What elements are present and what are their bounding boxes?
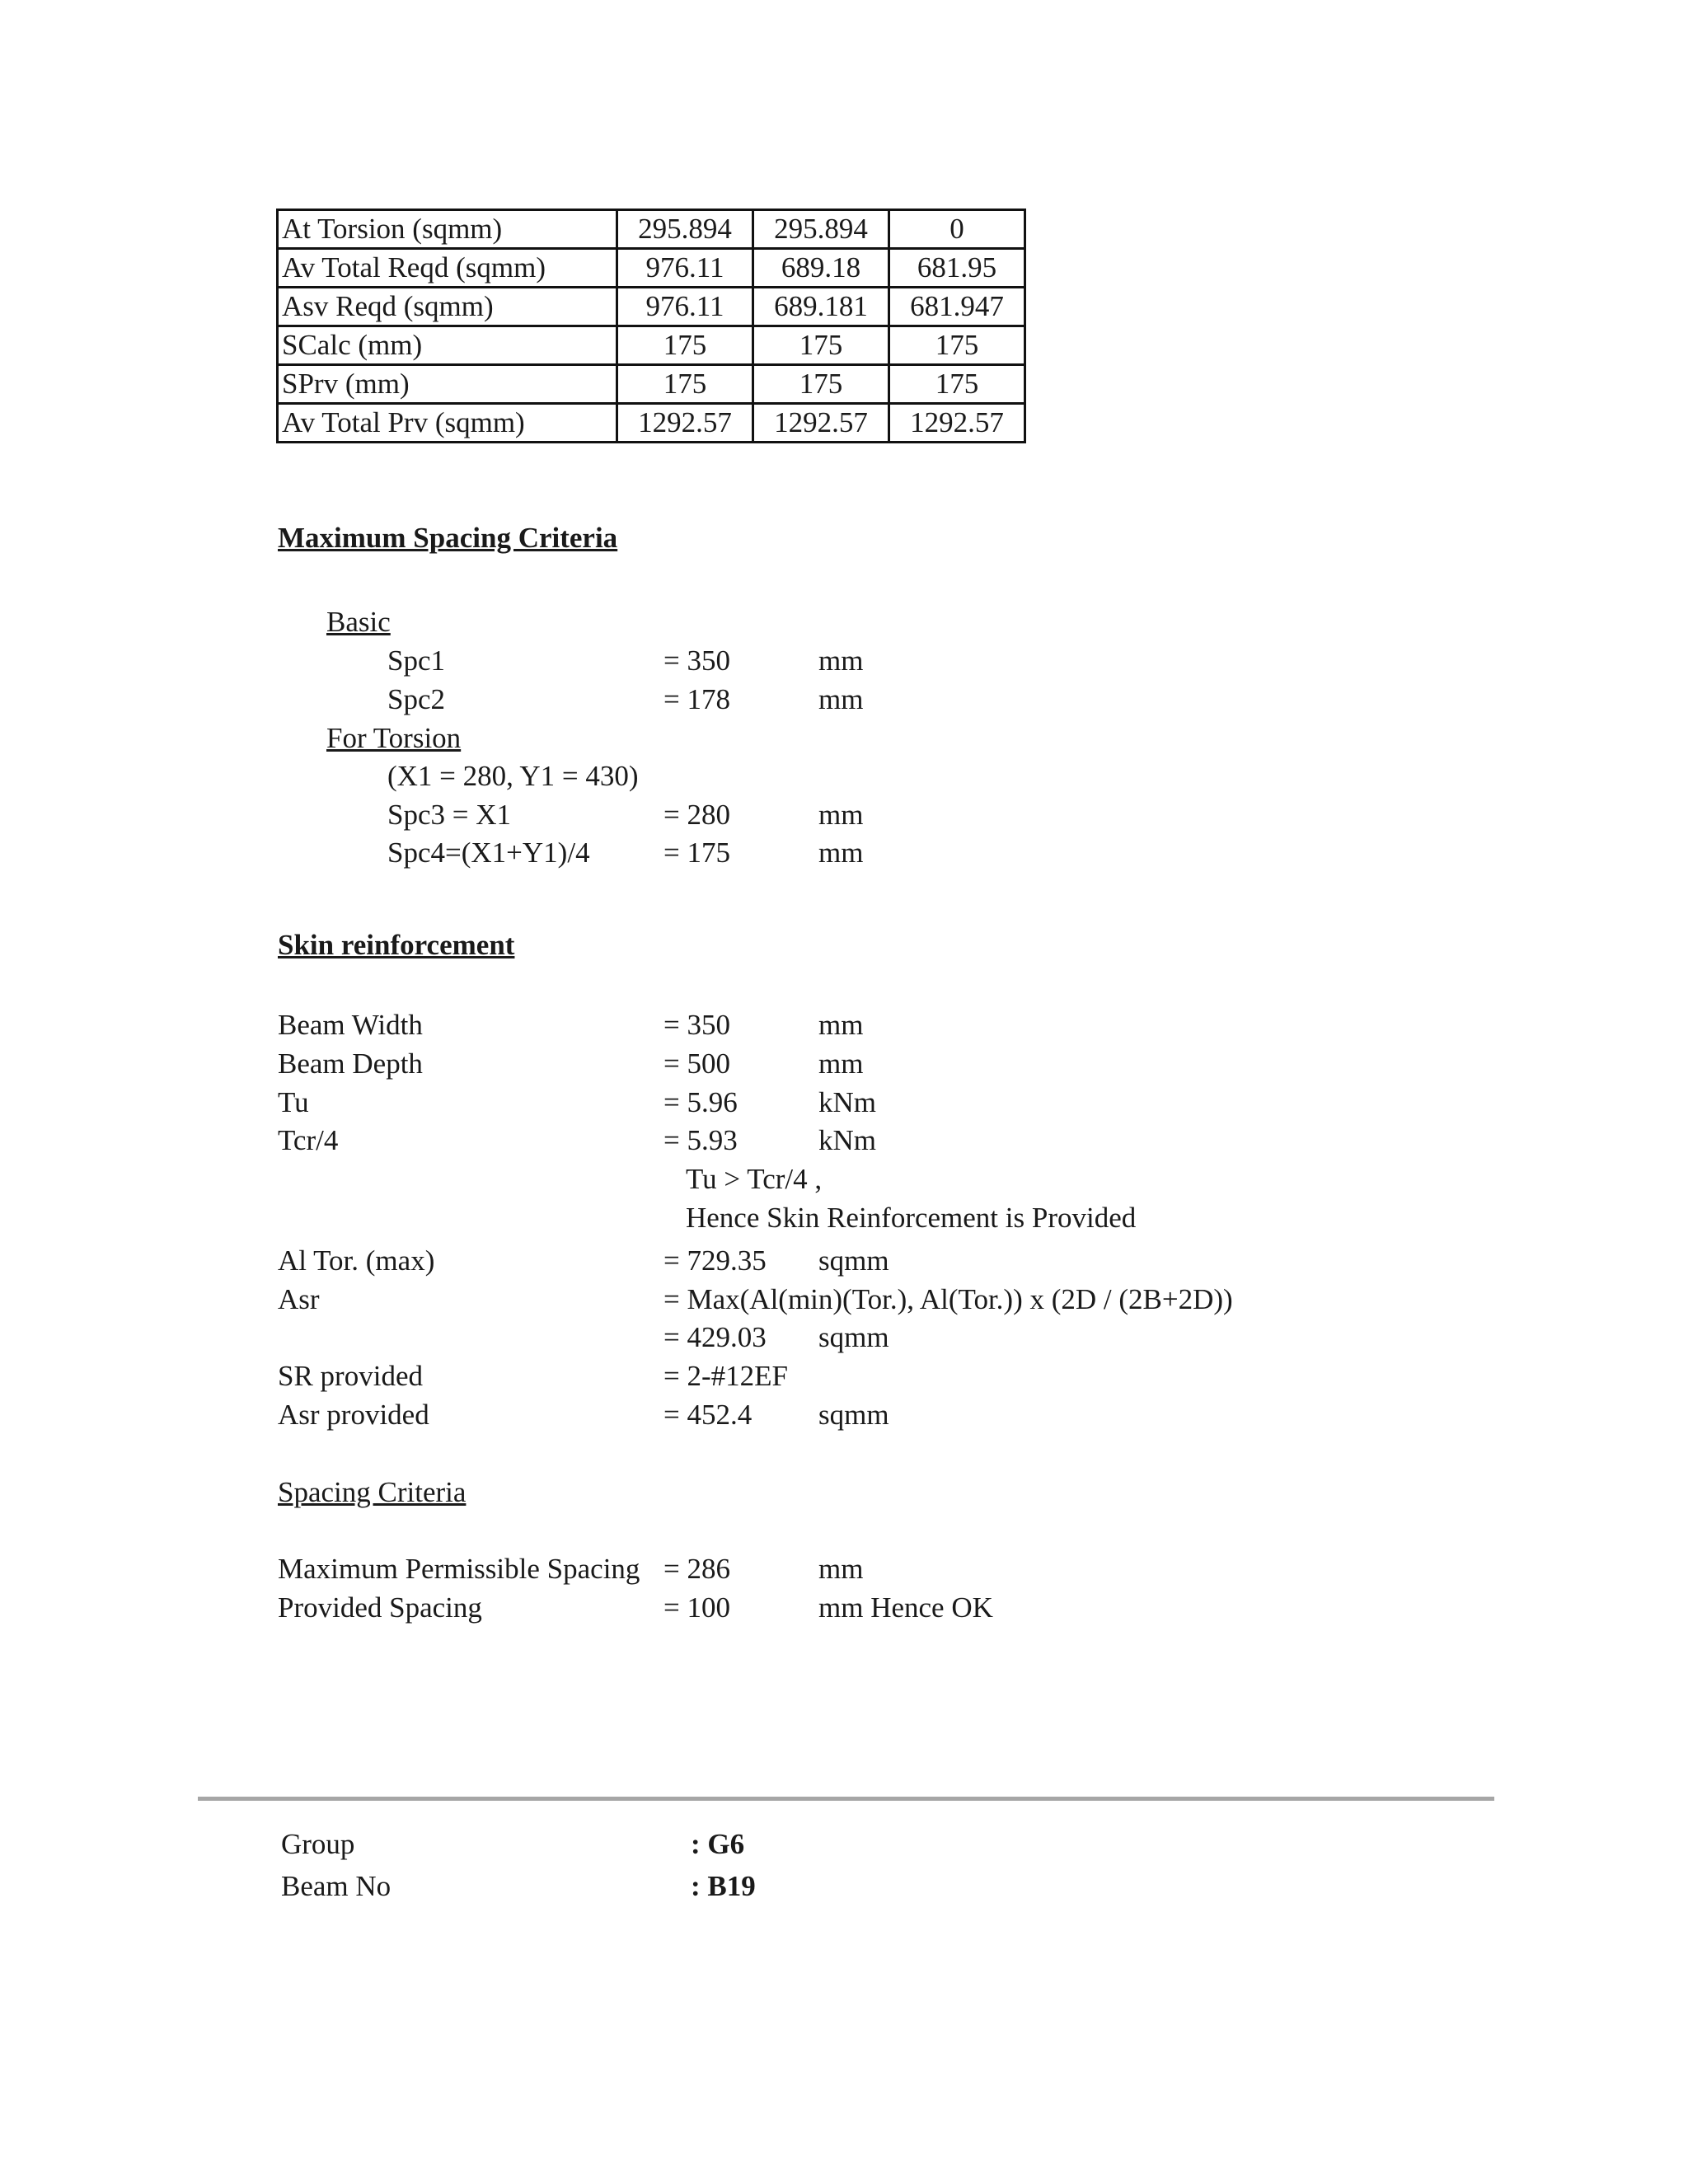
provided-spacing-label: Provided Spacing xyxy=(278,1591,482,1624)
row-label: At Torsion (sqmm) xyxy=(278,210,617,249)
asr-label: Asr xyxy=(278,1283,320,1315)
beam-depth-unit: mm xyxy=(818,1047,864,1080)
group-label: Group xyxy=(281,1828,355,1860)
beam-no-value: : B19 xyxy=(691,1870,756,1902)
spc1-label: Spc1 xyxy=(387,644,445,677)
row-label: SPrv (mm) xyxy=(278,365,617,404)
beam-depth-label: Beam Depth xyxy=(278,1047,423,1080)
beam-width-label: Beam Width xyxy=(278,1009,423,1041)
sr-provided-label: SR provided xyxy=(278,1360,423,1392)
cell-value: 689.181 xyxy=(753,288,889,326)
al-tor-value: = 729.35 xyxy=(663,1244,767,1277)
spc3-value: = 280 xyxy=(663,799,730,831)
beam-no-label: Beam No xyxy=(281,1870,392,1902)
spc4-label: Spc4=(X1+Y1)/4 xyxy=(387,837,590,869)
tcr-label: Tcr/4 xyxy=(278,1124,339,1156)
cell-value: 175 xyxy=(617,365,753,404)
cell-value: 976.11 xyxy=(617,288,753,326)
tu-value: = 5.96 xyxy=(663,1086,738,1118)
spc2-label: Spc2 xyxy=(387,683,445,715)
spc1-unit: mm xyxy=(818,644,864,677)
footer-divider xyxy=(198,1797,1494,1801)
row-label: SCalc (mm) xyxy=(278,326,617,365)
cell-value: 175 xyxy=(889,365,1025,404)
spc3-unit: mm xyxy=(818,799,864,831)
cell-value: 175 xyxy=(617,326,753,365)
max-perm-spacing-label: Maximum Permissible Spacing xyxy=(278,1553,640,1585)
torsion-params: (X1 = 280, Y1 = 430) xyxy=(387,760,639,792)
stirrup-table xyxy=(276,209,1026,443)
group-value: : G6 xyxy=(691,1828,745,1860)
cell-value: 1292.57 xyxy=(753,404,889,443)
cell-value: 295.894 xyxy=(617,210,753,249)
basic-label: Basic xyxy=(326,606,391,638)
table-row xyxy=(278,326,1025,365)
cell-value: 175 xyxy=(753,365,889,404)
beam-depth-value: = 500 xyxy=(663,1047,730,1080)
cell-value: 976.11 xyxy=(617,249,753,288)
cell-value: 1292.57 xyxy=(889,404,1025,443)
cell-value: 681.95 xyxy=(889,249,1025,288)
al-tor-label: Al Tor. (max) xyxy=(278,1244,435,1277)
cell-value: 295.894 xyxy=(753,210,889,249)
spc1-value: = 350 xyxy=(663,644,730,677)
provided-spacing-value: = 100 xyxy=(663,1591,730,1624)
tcr-unit: kNm xyxy=(818,1124,876,1156)
asr-provided-unit: sqmm xyxy=(818,1399,889,1431)
asr-provided-value: = 452.4 xyxy=(663,1399,753,1431)
table-row xyxy=(278,210,1025,249)
tu-check-note: Tu > Tcr/4 , xyxy=(686,1163,823,1195)
table-row xyxy=(278,288,1025,326)
cell-value: 0 xyxy=(889,210,1025,249)
max-perm-spacing-unit: mm xyxy=(818,1553,864,1585)
spc4-unit: mm xyxy=(818,837,864,869)
spc3-label: Spc3 = X1 xyxy=(387,799,512,831)
al-tor-unit: sqmm xyxy=(818,1244,889,1277)
spacing-heading: Spacing Criteria xyxy=(278,1476,467,1508)
row-label: Asv Reqd (sqmm) xyxy=(278,288,617,326)
torsion-label: For Torsion xyxy=(326,722,462,754)
cell-value: 1292.57 xyxy=(617,404,753,443)
table-row xyxy=(278,365,1025,404)
max-perm-spacing-value: = 286 xyxy=(663,1553,730,1585)
cell-value: 681.947 xyxy=(889,288,1025,326)
spc2-unit: mm xyxy=(818,683,864,715)
skin-provided-note: Hence Skin Reinforcement is Provided xyxy=(686,1202,1137,1234)
provided-spacing-unit: mm Hence OK xyxy=(818,1591,993,1624)
cell-value: 689.18 xyxy=(753,249,889,288)
asr-formula: = Max(Al(min)(Tor.), Al(Tor.)) x (2D / (2B+2D)) xyxy=(663,1283,1233,1315)
asr-unit: sqmm xyxy=(818,1321,889,1353)
row-label: Av Total Prv (sqmm) xyxy=(278,404,617,443)
row-label: Av Total Reqd (sqmm) xyxy=(278,249,617,288)
max-spacing-heading: Maximum Spacing Criteria xyxy=(278,522,618,554)
tu-label: Tu xyxy=(278,1086,309,1118)
asr-provided-label: Asr provided xyxy=(278,1399,429,1431)
tcr-value: = 5.93 xyxy=(663,1124,738,1156)
beam-width-unit: mm xyxy=(818,1009,864,1041)
asr-value: = 429.03 xyxy=(663,1321,767,1353)
spc4-value: = 175 xyxy=(663,837,730,869)
cell-value: 175 xyxy=(753,326,889,365)
spc2-value: = 178 xyxy=(663,683,730,715)
beam-width-value: = 350 xyxy=(663,1009,730,1041)
sr-provided-value: = 2-#12EF xyxy=(663,1360,788,1392)
cell-value: 175 xyxy=(889,326,1025,365)
table-row xyxy=(278,249,1025,288)
tu-unit: kNm xyxy=(818,1086,876,1118)
table-row xyxy=(278,404,1025,443)
skin-heading: Skin reinforcement xyxy=(278,929,515,961)
